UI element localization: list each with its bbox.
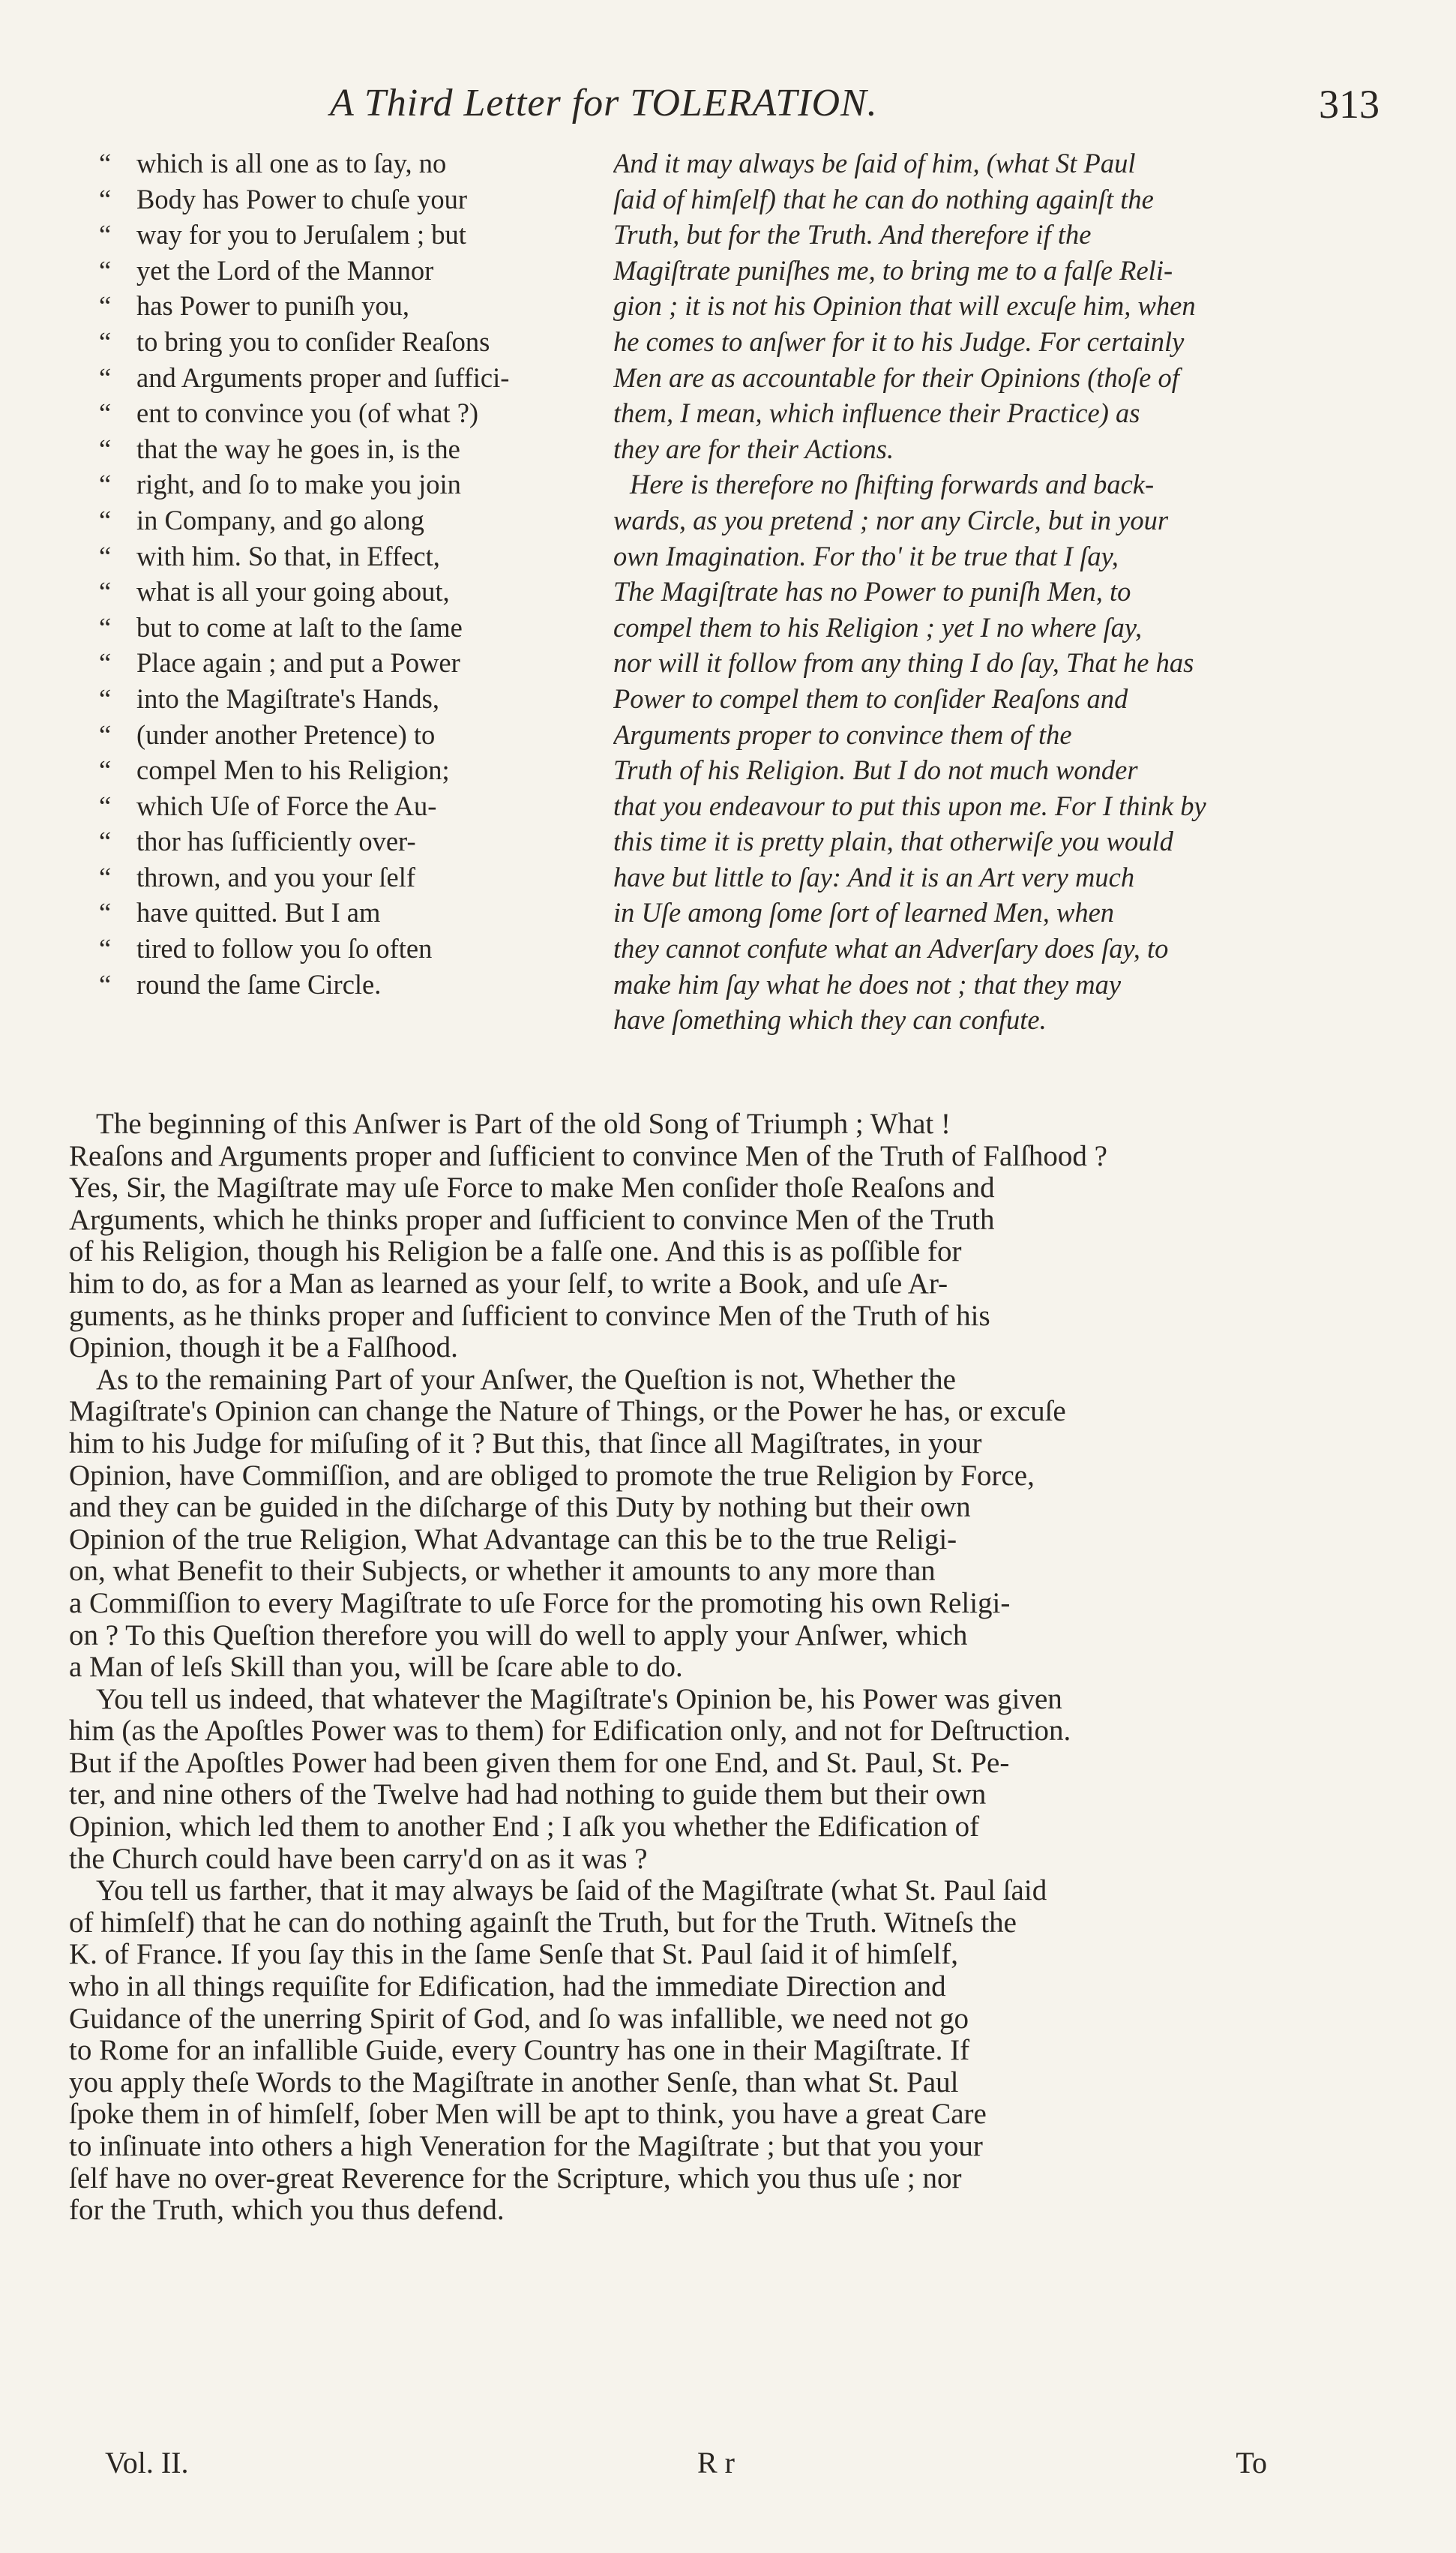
reply-line: Truth of his Religion. But I do not much wonder	[613, 754, 1138, 786]
reply-line: Arguments proper to convince them of the	[613, 718, 1072, 750]
running-head	[330, 81, 1380, 134]
quote-mark: “	[99, 718, 112, 750]
quoted-line-text: round the ſame Circle.	[136, 968, 382, 1000]
reply-line: have but little to ſay: And it is an Art very much	[613, 861, 1135, 892]
body-line: him (as the Apoſtles Power was to them) for Edification only, and not for Deſtruction.	[69, 1715, 1071, 1748]
body-line: Magiſtrate's Opinion can change the Nature of Things, or the Power he has, or excuſe	[69, 1396, 1066, 1428]
body-line: K. of France. If you ſay this in the ſame Senſe that St. Paul ſaid it of himſelf,	[69, 1939, 959, 1971]
page-number: 313	[1319, 82, 1380, 127]
reply-line: nor will it follow from any thing I do ſay, That he has	[613, 647, 1194, 679]
quote-mark: “	[99, 362, 112, 393]
quoted-line	[99, 182, 594, 218]
quoted-line	[99, 146, 594, 182]
body-line: Opinion, have Commiſſion, and are obliged to promote the true Religion by Force,	[69, 1460, 1035, 1492]
quoted-line	[99, 431, 594, 467]
quote-mark: “	[99, 254, 112, 286]
reply-line: Power to compel them to conſider Reaſons and	[613, 682, 1128, 714]
reply-line: them, I mean, which influence their Practice) as	[613, 398, 1140, 429]
body-line: Reaſons and Arguments proper and ſufficient to convince Men of the Truth of Falſhood ?	[69, 1140, 1107, 1172]
quote-mark: “	[99, 433, 112, 464]
body-line: of himſelf) that he can do nothing againſt the Truth, but for the Truth. Witneſs the	[69, 1906, 1017, 1939]
body-line: the Church could have been carry'd on as it was ?	[69, 1843, 648, 1875]
quote-mark: “	[99, 398, 112, 429]
quote-mark: “	[99, 682, 112, 714]
quoted-line	[99, 717, 594, 753]
quote-mark: “	[99, 861, 112, 892]
body-line: and they can be guided in the diſcharge of this Duty by nothing but their own	[69, 1492, 971, 1524]
quoted-line	[99, 574, 594, 610]
quote-mark: “	[99, 826, 112, 857]
reply-line: compel them to his Religion ; yet I no where ſay,	[613, 611, 1143, 643]
quoted-line-text: compel Men to his Religion;	[136, 754, 450, 786]
reply-line: he comes to anſwer for it to his Judge. For certainly	[613, 326, 1185, 357]
reply-line: ſaid of himſelf) that he can do nothing againſt the	[613, 183, 1154, 214]
body-line: to inſinuate into others a high Veneration for the Magiſtrate ; but that you your	[69, 2131, 983, 2162]
quoted-line-text: that the way he goes in, is the	[136, 433, 460, 464]
reply-line: Truth, but for the Truth. And therefore if the	[613, 219, 1092, 250]
quoted-line-text: have quitted. But I am	[136, 897, 381, 928]
reply-line: The Magiſtrate has no Power to puniſh Men, to	[613, 576, 1131, 608]
quote-mark: “	[99, 326, 112, 357]
quoted-line-text: thrown, and you your ſelf	[136, 861, 416, 892]
quoted-line	[99, 324, 594, 360]
quoted-line	[99, 931, 594, 967]
quote-mark: “	[99, 540, 112, 572]
quote-mark: “	[99, 647, 112, 679]
quoted-line	[99, 466, 594, 502]
body-line: But if the Apoſtles Power had been given them for one End, and St. Paul, St. Pe-	[69, 1747, 1010, 1779]
quoted-line	[99, 288, 594, 324]
quoted-line-text: ent to convince you (of what ?)	[136, 398, 479, 429]
body-line: a Man of leſs Skill than you, will be ſcare able to do.	[69, 1652, 683, 1684]
quoted-line	[99, 395, 594, 431]
body-line: on ? To this Queſtion therefore you will do well to apply your Anſwer, which	[69, 1619, 968, 1652]
reply-line: have ſomething which they can confute.	[613, 1004, 1047, 1036]
quoted-line-text: to bring you to conſider Reaſons	[136, 326, 490, 357]
quote-mark: “	[99, 968, 112, 1000]
reply-line: they are for their Actions.	[613, 433, 894, 464]
body-line: on, what Benefit to their Subjects, or whether it amounts to any more than	[69, 1556, 936, 1588]
body-line: Opinion, which led them to another End ; I aſk you whether the Edification of	[69, 1811, 980, 1844]
quoted-line-text: but to come at laſt to the ſame	[136, 611, 463, 643]
quote-mark: “	[99, 183, 112, 214]
quoted-line	[99, 681, 594, 717]
page-footer	[105, 2445, 1267, 2490]
quoted-line	[99, 752, 594, 788]
quoted-line	[99, 610, 594, 646]
quoted-line-text: way for you to Jeruſalem ; but	[136, 219, 466, 250]
body-line: As to the remaining Part of your Anſwer, the Queſtion is not, Whether the	[96, 1364, 956, 1396]
reply-line: Magiſtrate puniſhes me, to bring me to a falſe Reli-	[613, 254, 1173, 286]
quoted-line	[99, 788, 594, 824]
quoted-passage-column	[99, 146, 594, 1002]
quote-mark: “	[99, 290, 112, 322]
body-line: ſelf have no over-great Reverence for the Scripture, which you thus uſe ; nor	[69, 2162, 962, 2194]
quoted-line	[99, 967, 594, 1003]
body-line: guments, as he thinks proper and ſufficient to convince Men of the Truth of his	[69, 1300, 990, 1332]
body-line: who in all things requiſite for Edification, had the immediate Direction and	[69, 1971, 946, 2003]
quoted-line-text: yet the Lord of the Mannor	[136, 254, 434, 286]
volume-label: Vol. II.	[105, 2446, 189, 2480]
reply-line: wards, as you pretend ; nor any Circle, but in your	[613, 504, 1169, 536]
quoted-line-text: tired to follow you ſo often	[136, 933, 433, 964]
body-line: a Commiſſion to every Magiſtrate to uſe Force for the promoting his own Religi-	[69, 1587, 1011, 1619]
reply-line: And it may always be ſaid of him, (what St Paul	[613, 148, 1136, 178]
reply-line: this time it is pretty plain, that otherwiſe you would	[613, 826, 1173, 857]
body-line: you apply theſe Words to the Magiſtrate in another Senſe, than what St. Paul	[69, 2066, 959, 2098]
reply-line: Men are as accountable for their Opinions (thoſe of	[613, 362, 1179, 393]
quoted-line-text: Body has Power to chuſe your	[136, 183, 467, 214]
quoted-line-text: (under another Pretence) to	[136, 718, 436, 750]
reply-line: in Uſe among ſome ſort of learned Men, when	[613, 897, 1115, 928]
reply-line: they cannot confute what an Adverſary does ſay, to	[613, 933, 1169, 964]
quote-mark: “	[99, 148, 112, 178]
quoted-line	[99, 502, 594, 538]
quoted-line	[99, 538, 594, 574]
quoted-line	[99, 645, 594, 681]
reply-line: Here is therefore no ſhifting forwards and back-	[630, 469, 1155, 500]
quote-mark: “	[99, 754, 112, 786]
quoted-line-text: has Power to puniſh you,	[136, 290, 409, 322]
quote-mark: “	[99, 790, 112, 821]
body-line: him to do, as for a Man as learned as your ſelf, to write a Book, and uſe Ar-	[69, 1268, 948, 1300]
main-text	[69, 1108, 1284, 2227]
reply-line: make him ſay what he does not ; that they may	[613, 968, 1122, 1000]
quoted-line-text: and Arguments proper and ſuffici-	[136, 362, 510, 393]
body-line: for the Truth, which you thus defend.	[69, 2194, 505, 2227]
quoted-line-text: in Company, and go along	[136, 504, 424, 536]
body-line: Arguments, which he thinks proper and ſufficient to convince Men of the Truth	[69, 1204, 995, 1236]
quoted-line	[99, 895, 594, 931]
quote-mark: “	[99, 897, 112, 928]
reply-line: that you endeavour to put this upon me. For I think by	[613, 790, 1206, 821]
quote-mark: “	[99, 219, 112, 250]
body-line: ter, and nine others of the Twelve had had nothing to guide them but their own	[69, 1779, 987, 1811]
catchword: To	[1236, 2446, 1267, 2480]
body-line: Opinion, though it be a Falſhood.	[69, 1332, 458, 1364]
quoted-line-text: right, and ſo to make you join	[136, 469, 461, 500]
body-line: ſpoke them in of himſelf, ſober Men will be apt to think, you have a great Care	[69, 2098, 987, 2131]
quote-mark: “	[99, 933, 112, 964]
quoted-line	[99, 217, 594, 253]
quote-mark: “	[99, 469, 112, 500]
reply-passage-column	[613, 146, 1288, 1038]
quoted-line-text: with him. So that, in Effect,	[136, 540, 440, 572]
quote-mark: “	[99, 576, 112, 608]
quoted-line-text: thor has ſufficiently over-	[136, 826, 416, 857]
quote-mark: “	[99, 611, 112, 643]
quote-mark: “	[99, 504, 112, 536]
body-line: him to his Judge for miſuſing of it ? But this, that ſince all Magiſtrates, in your	[69, 1427, 982, 1460]
body-line: You tell us indeed, that whatever the Magiſtrate's Opinion be, his Power was given	[96, 1683, 1062, 1715]
body-line: of his Religion, though his Religion be a falſe one. And this is as poſſible for	[69, 1236, 962, 1268]
body-line: to Rome for an infallible Guide, every Country has one in their Magiſtrate. If	[69, 2035, 970, 2067]
quoted-line	[99, 860, 594, 896]
quoted-line	[99, 253, 594, 289]
running-title: A Third Letter for TOLERATION.	[330, 82, 878, 124]
quoted-line	[99, 824, 594, 860]
reply-line: gion ; it is not his Opinion that will excuſe him, when	[613, 290, 1196, 322]
quoted-line-text: into the Magiſtrate's Hands,	[136, 682, 439, 714]
body-line: You tell us farther, that it may always be ſaid of the Magiſtrate (what St. Paul ſaid	[96, 1875, 1047, 1907]
quoted-line	[99, 360, 594, 396]
reply-line: own Imagination. For tho' it be true that I ſay,	[613, 540, 1119, 572]
signature-mark: R r	[697, 2446, 735, 2480]
quoted-line-text: Place again ; and put a Power	[136, 647, 460, 679]
body-line: Yes, Sir, the Magiſtrate may uſe Force to make Men conſider thoſe Reaſons and	[69, 1172, 995, 1204]
quoted-line-text: which Uſe of Force the Au-	[136, 790, 437, 821]
quoted-line-text: what is all your going about,	[136, 576, 450, 608]
body-line: Opinion of the true Religion, What Advantage can this be to the true Religi-	[69, 1523, 957, 1556]
body-line: The beginning of this Anſwer is Part of the old Song of Triumph ; What !	[96, 1108, 951, 1140]
body-line: Guidance of the unerring Spirit of God, and ſo was infallible, we need not go	[69, 2002, 969, 2035]
quoted-line-text: which is all one as to ſay, no	[136, 148, 447, 178]
